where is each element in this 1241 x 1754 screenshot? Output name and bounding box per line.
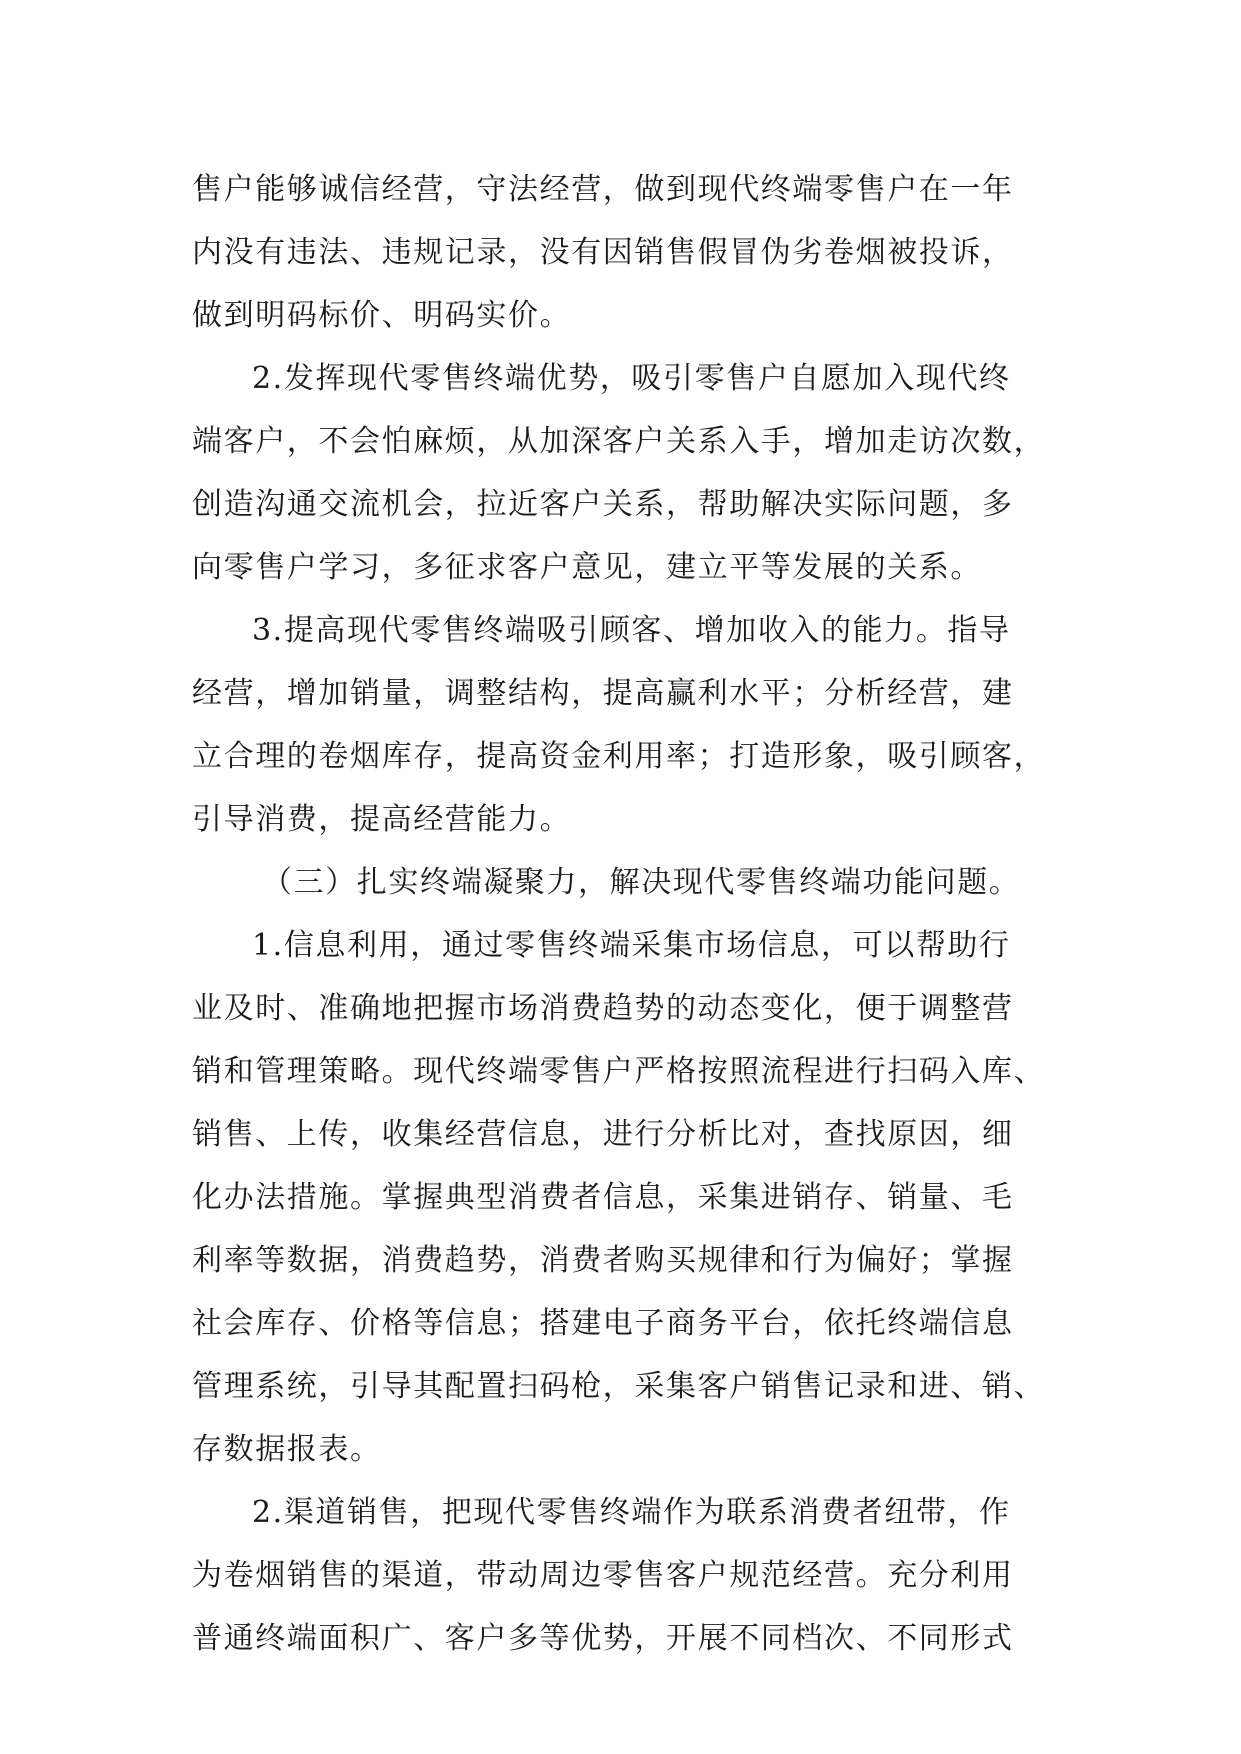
text-line: 化办法措施。掌握典型消费者信息，采集进销存、销量、毛 (192, 1180, 1014, 1215)
text-line: 售户能够诚信经营，守法经营，做到现代终端零售户在一年 (192, 172, 1014, 207)
text-line: 为卷烟销售的渠道，带动周边零售客户规范经营。充分利用 (192, 1558, 1014, 1593)
text-line: 向零售户学习，多征求客户意见，建立平等发展的关系。 (192, 550, 982, 585)
text-line: 社会库存、价格等信息；搭建电子商务平台，依托终端信息 (192, 1306, 1014, 1341)
paragraph-start-line: 2.发挥现代零售终端优势，吸引零售户自愿加入现代终 (252, 361, 1011, 396)
text-line: 管理系统，引导其配置扫码枪，采集客户销售记录和进、销、 (192, 1369, 1046, 1404)
text-line: 销售、上传，收集经营信息，进行分析比对，查找原因，细 (192, 1117, 1014, 1152)
text-line: 做到明码标价、明码实价。 (192, 298, 572, 333)
text-line: 利率等数据，消费趋势，消费者购买规律和行为偏好；掌握 (192, 1243, 1014, 1278)
section-heading: （三）扎实终端凝聚力，解决现代零售终端功能问题。 (262, 865, 1021, 900)
text-line: 销和管理策略。现代终端零售户严格按照流程进行扫码入库、 (192, 1054, 1046, 1089)
text-line: 创造沟通交流机会，拉近客户关系，帮助解决实际问题，多 (192, 487, 1014, 522)
document-body (192, 158, 1072, 1670)
text-line: 业及时、准确地把握市场消费趋势的动态变化，便于调整营 (192, 991, 1014, 1026)
paragraph-start-line: 2.渠道销售，把现代零售终端作为联系消费者纽带，作 (252, 1495, 1011, 1530)
paragraph-start-line: 1.信息利用，通过零售终端采集市场信息，可以帮助行 (252, 928, 1011, 963)
text-line: 普通终端面积广、客户多等优势，开展不同档次、不同形式 (192, 1621, 1014, 1656)
text-line: 经营，增加销量，调整结构，提高赢利水平；分析经营，建 (192, 676, 1014, 711)
text-line: 立合理的卷烟库存，提高资金利用率；打造形象，吸引顾客， (192, 739, 1046, 774)
text-line: 内没有违法、违规记录，没有因销售假冒伪劣卷烟被投诉， (192, 235, 1014, 270)
text-line: 引导消费，提高经营能力。 (192, 802, 572, 837)
text-line: 端客户，不会怕麻烦，从加深客户关系入手，增加走访次数， (192, 424, 1046, 459)
paragraph-start-line: 3.提高现代零售终端吸引顾客、增加收入的能力。指导 (252, 613, 1011, 648)
text-line: 存数据报表。 (192, 1432, 382, 1467)
